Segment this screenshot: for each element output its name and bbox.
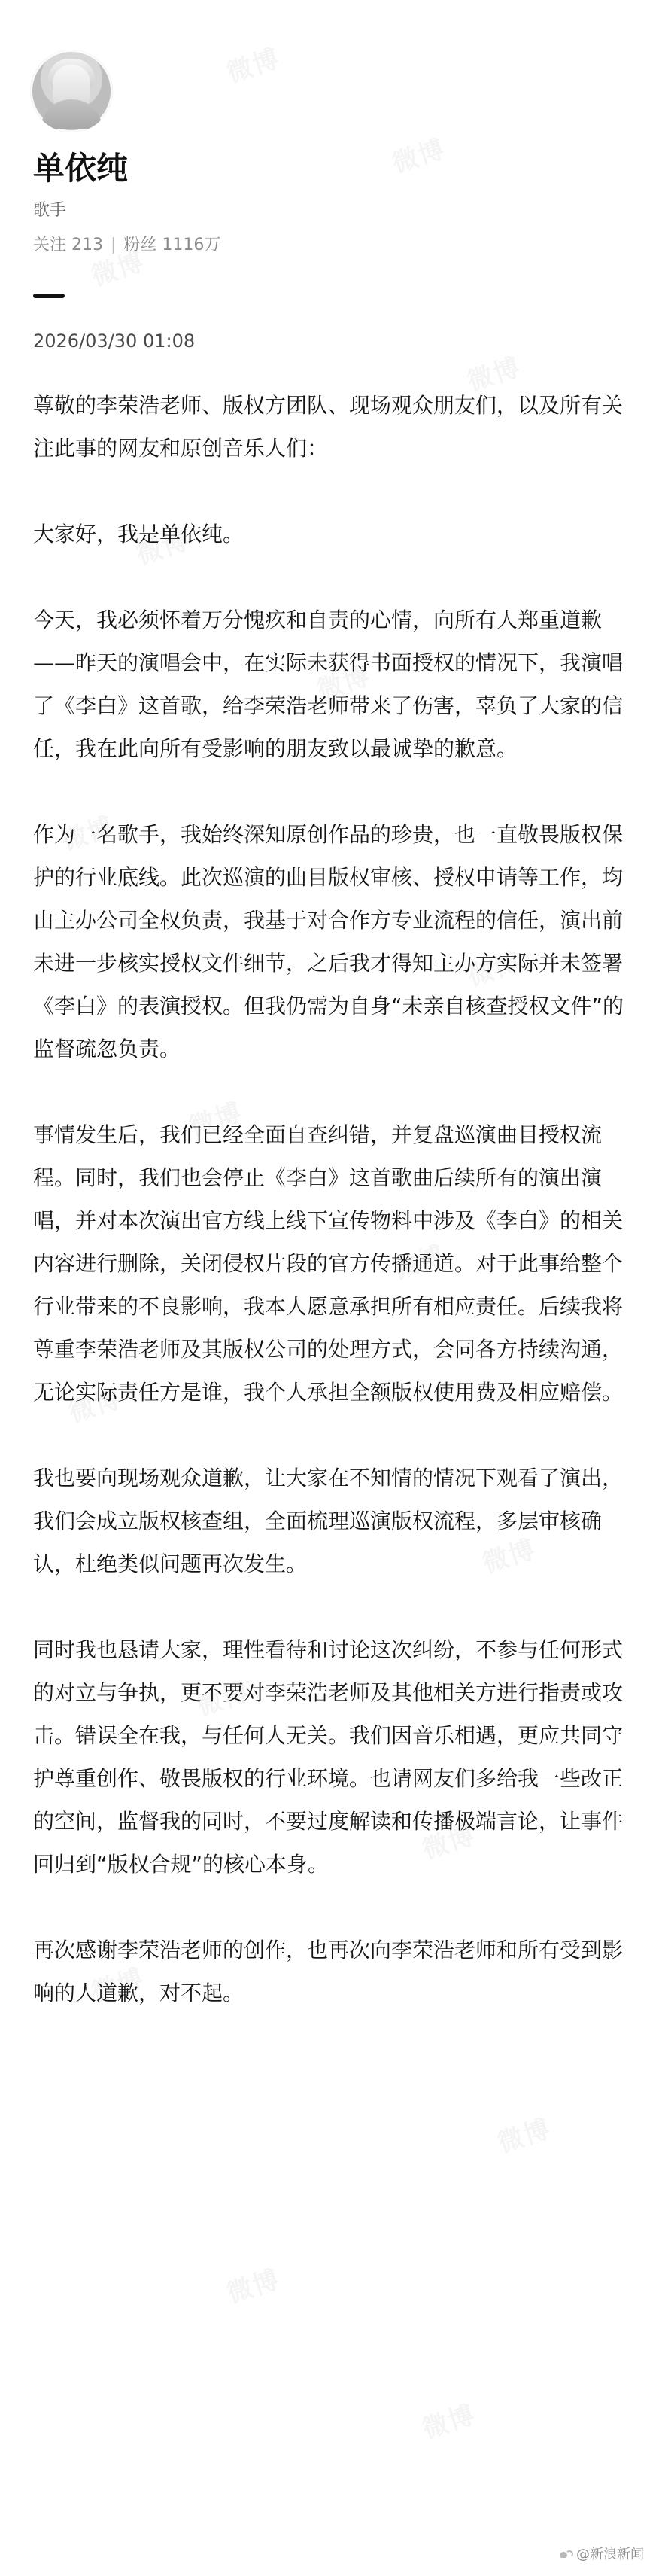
section-divider [33, 294, 65, 298]
paragraph: 事情发生后，我们已经全面自查纠错，并复盘巡演曲目授权流程。同时，我们也会停止《李白》这首歌曲后续所有的演出演唱，并对本次演出官方线上线下宣传物料中涉及《李白》的相关内容进行删除，关闭侵权片段的官方传播通道。对于此事给整个行业带来的不良影响，我本人愿意承担所有相应责任。后续我将尊重李荣浩老师及其版权公司的处理方式，会同各方持续沟通，无论实际责任方是谁，我个人承担全额版权使用费及相应赔偿。 [33, 1122, 624, 1405]
stats-separator: | [111, 236, 117, 254]
profile-name[interactable]: 单依纯 [33, 150, 129, 187]
corner-watermark-text: @新浪新闻 [576, 2547, 644, 2562]
avatar[interactable] [30, 50, 113, 132]
watermark-text [417, 2394, 480, 2446]
post-datetime: 2026/03/30 01:08 [33, 330, 196, 352]
corner-watermark [558, 2546, 644, 2564]
followers-count[interactable]: 粉丝 1116万 [123, 236, 221, 254]
watermark-text [387, 128, 450, 180]
paragraph: 同时我也恳请大家，理性看待和讨论这次纠纷，不参与任何形式的对立与争执，更不要对李荣浩老师及其他相关方进行指责或攻击。错误全在我，与任何人无关。我们因音乐相遇，更应共同守护尊重创作、敬畏版权的行业环境。也请网友们多给我一些改正的空间，监督我的同时，不要过度解读和传播极端言论，让事件回归到“版权合规”的核心本身。 [33, 1637, 624, 1877]
post-body [33, 384, 632, 2014]
watermark-text [221, 38, 284, 90]
weibo-icon [558, 2550, 572, 2560]
watermark-text [492, 2108, 555, 2160]
paragraph: 我也要向现场观众道歉，让大家在不知情的情况下观看了演出，我们会成立版权核查组，全面梳理巡演版权流程，多层审核确认，杜绝类似问题再次发生。 [33, 1466, 624, 1576]
paragraph: 大家好，我是单依纯。 [33, 522, 244, 547]
paragraph: 作为一名歌手，我始终深知原创作品的珍贵，也一直敬畏版权保护的行业底线。此次巡演的曲目版权审核、授权申请等工作，均由主办公司全权负责，我基于对合作方专业流程的信任，演出前未进一步核实授权文件细节，之后我才得知主办方实际并未签署《李白》的表演授权。但我仍需为自身“未亲自核查授权文件”的监督疏忽负责。 [33, 822, 624, 1061]
paragraph: 再次感谢李荣浩老师的创作，也再次向李荣浩老师和所有受到影响的人道歉，对不起。 [33, 1938, 624, 2005]
paragraph: 尊敬的李荣浩老师、版权方团队、现场观众朋友们，以及所有关注此事的网友和原创音乐人们： [33, 393, 624, 461]
profile-stats [33, 235, 220, 256]
paragraph: 今天，我必须怀着万分愧疚和自责的心情，向所有人郑重道歉——昨天的演唱会中，在实际未获得书面授权的情况下，我演唱了《李白》这首歌，给李荣浩老师带来了伤害，辜负了大家的信任，我在此向所有受影响的朋友致以最诚挚的歉意。 [33, 607, 624, 761]
following-count[interactable]: 关注 213 [33, 236, 103, 254]
avatar-body [41, 99, 102, 129]
profile-role: 歌手 [33, 201, 67, 220]
watermark-text [221, 2258, 284, 2310]
